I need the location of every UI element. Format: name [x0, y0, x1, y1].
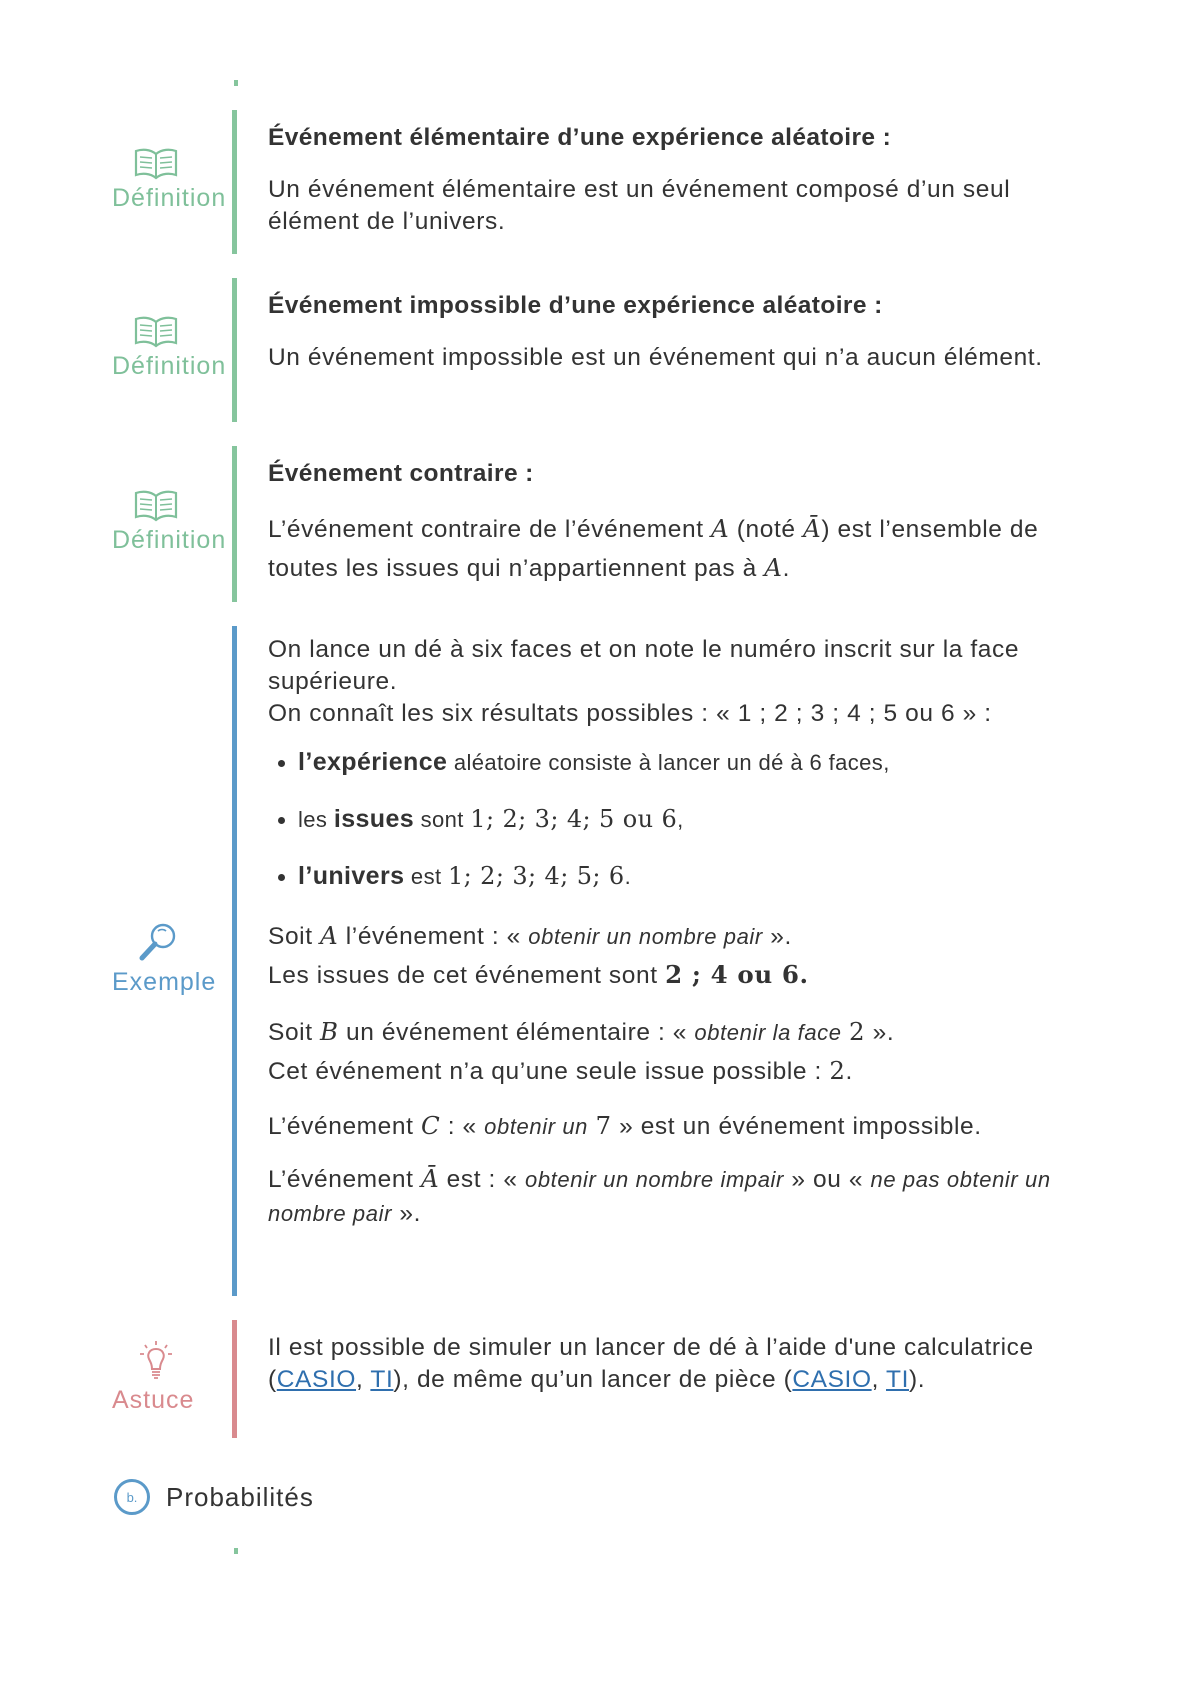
text-segment: (noté [729, 516, 804, 543]
bold-term: issues [333, 805, 415, 833]
definition-title: Événement élémentaire d’une expérience aléatoire : [268, 124, 892, 151]
text-segment: , [871, 1366, 886, 1393]
ti-link[interactable]: TI [886, 1366, 909, 1393]
math-var-a: A [711, 514, 730, 543]
casio-link[interactable]: CASIO [792, 1366, 872, 1393]
tip-text [268, 1332, 1088, 1396]
text-segment: sont [414, 807, 471, 832]
tip-label: Astuce [112, 1386, 195, 1414]
section-marker: b. [114, 1479, 150, 1515]
text-segment: . [782, 555, 791, 582]
text-segment: Soit [268, 923, 321, 950]
text-segment: Soit [268, 1019, 321, 1046]
open-book-icon [134, 314, 178, 348]
italic-text: obtenir un nombre impair [525, 1167, 784, 1192]
definition-title: Événement contraire : [268, 460, 534, 487]
example-para-complement [268, 1162, 1088, 1231]
open-book-icon [134, 146, 178, 180]
example-intro-line2: On connaît les six résultats possibles : « 1 ; 2 ; 3 ; 4 ; 5 ou 6 » : [268, 700, 992, 727]
definition-label: Définition [112, 184, 227, 212]
italic-text: obtenir un nombre pair [528, 924, 763, 949]
text-segment: ) est l’ensemble de toutes les issues qui n’appartiennent pas à [268, 516, 1039, 582]
example-para-single-issue [268, 1052, 1088, 1091]
example-bullet-list [268, 746, 1088, 893]
text-segment: l’événement : « [338, 923, 529, 950]
text-segment: L’événement contraire de l’événement [268, 516, 712, 543]
text-segment: » est un événement impossible. [611, 1113, 982, 1140]
math-number: 2 [829, 1056, 846, 1085]
definition-text [268, 510, 1088, 588]
text-segment: ». [762, 923, 792, 950]
margin-tick-bottom [234, 1548, 238, 1554]
example-para-issues-a [268, 956, 1088, 995]
definition-side [112, 314, 242, 381]
text-segment: . [845, 1058, 853, 1085]
math-var-abar: Ā [803, 514, 822, 543]
text-segment: » ou « [783, 1166, 871, 1193]
example-intro-line1: On lance un dé à six faces et on note le numéro inscrit sur la face supérieure. [268, 636, 1020, 695]
text-segment: L’événement [268, 1166, 421, 1193]
math-number: 2 [849, 1017, 866, 1046]
math-expression: 1; 2; 3; 4; 5; 6 [448, 862, 625, 890]
italic-text: ne pas obtenir un nombre pair [268, 1167, 1051, 1226]
math-var-c: C [420, 1111, 441, 1140]
list-item [298, 803, 1088, 836]
italic-text: obtenir la face [694, 1020, 842, 1045]
lightbulb-icon [136, 1338, 176, 1382]
text-segment: est : « [439, 1166, 525, 1193]
definition-block-elementary [0, 110, 1190, 254]
example-label: Exemple [112, 968, 217, 996]
text-segment: un événement élémentaire : « [338, 1019, 695, 1046]
definition-text: Un événement impossible est un événement qui n’a aucun élément. [268, 344, 1043, 371]
text-segment: Cet événement n’a qu’une seule issue possible : [268, 1058, 830, 1085]
definition-text: Un événement élémentaire est un événement composé d’un seul élément de l’univers. [268, 176, 1011, 235]
example-para-event-b [268, 1013, 1088, 1052]
text-segment: Les issues de cet événement sont [268, 962, 666, 989]
text-segment: aléatoire consiste à lancer un dé à 6 faces, [447, 750, 890, 775]
text-segment: , [356, 1366, 371, 1393]
list-item [298, 860, 1088, 893]
definition-label: Définition [112, 526, 227, 554]
margin-tick-top [234, 80, 238, 86]
bold-term: l’univers [298, 862, 405, 890]
definition-title: Événement impossible d’une expérience aléatoire : [268, 292, 883, 319]
section-heading [114, 1479, 314, 1515]
text-segment: , [677, 807, 684, 832]
definition-block-impossible [0, 278, 1190, 422]
bold-term: l’expérience [298, 748, 448, 776]
casio-link[interactable]: CASIO [276, 1366, 357, 1393]
example-para-event-a [268, 917, 1088, 956]
ti-link[interactable]: TI [370, 1366, 394, 1393]
text-segment: : « [440, 1113, 485, 1140]
math-var-abar: Ā [420, 1164, 440, 1193]
text-segment: . [624, 864, 632, 889]
text-segment: ». [392, 1200, 422, 1227]
open-book-icon [134, 488, 178, 522]
math-expression: 1; 2; 3; 4; 5 ou 6 [470, 805, 678, 833]
text-segment: ), de même qu’un lancer de pièce ( [393, 1366, 793, 1393]
italic-text: obtenir un [484, 1114, 589, 1139]
tip-side [112, 1338, 242, 1415]
definition-label: Définition [112, 352, 227, 380]
definition-side [112, 146, 242, 213]
math-number: 7 [595, 1111, 612, 1140]
math-var-b: B [320, 1017, 339, 1046]
example-side [112, 920, 242, 997]
text-segment: L’événement [268, 1113, 421, 1140]
example-para-event-c [268, 1109, 1088, 1144]
definition-side [112, 488, 242, 555]
definition-block-complement [0, 446, 1190, 602]
text-segment: Il est possible de simuler un lancer de dé à l’aide d'une calculatrice ( [268, 1334, 1034, 1393]
math-var-a: A [320, 921, 339, 950]
tip-block [0, 1320, 1190, 1438]
text-segment: ). [908, 1366, 926, 1393]
list-item [298, 746, 1088, 779]
section-title: Probabilités [166, 1481, 314, 1512]
math-expression: 2 ; 4 ou 6. [665, 960, 809, 989]
example-block [0, 626, 1190, 1296]
text-segment: les [298, 807, 334, 832]
magnifier-icon [136, 920, 180, 964]
text-segment: ». [865, 1019, 895, 1046]
math-var-a: A [764, 553, 783, 582]
text-segment: est [404, 864, 448, 889]
